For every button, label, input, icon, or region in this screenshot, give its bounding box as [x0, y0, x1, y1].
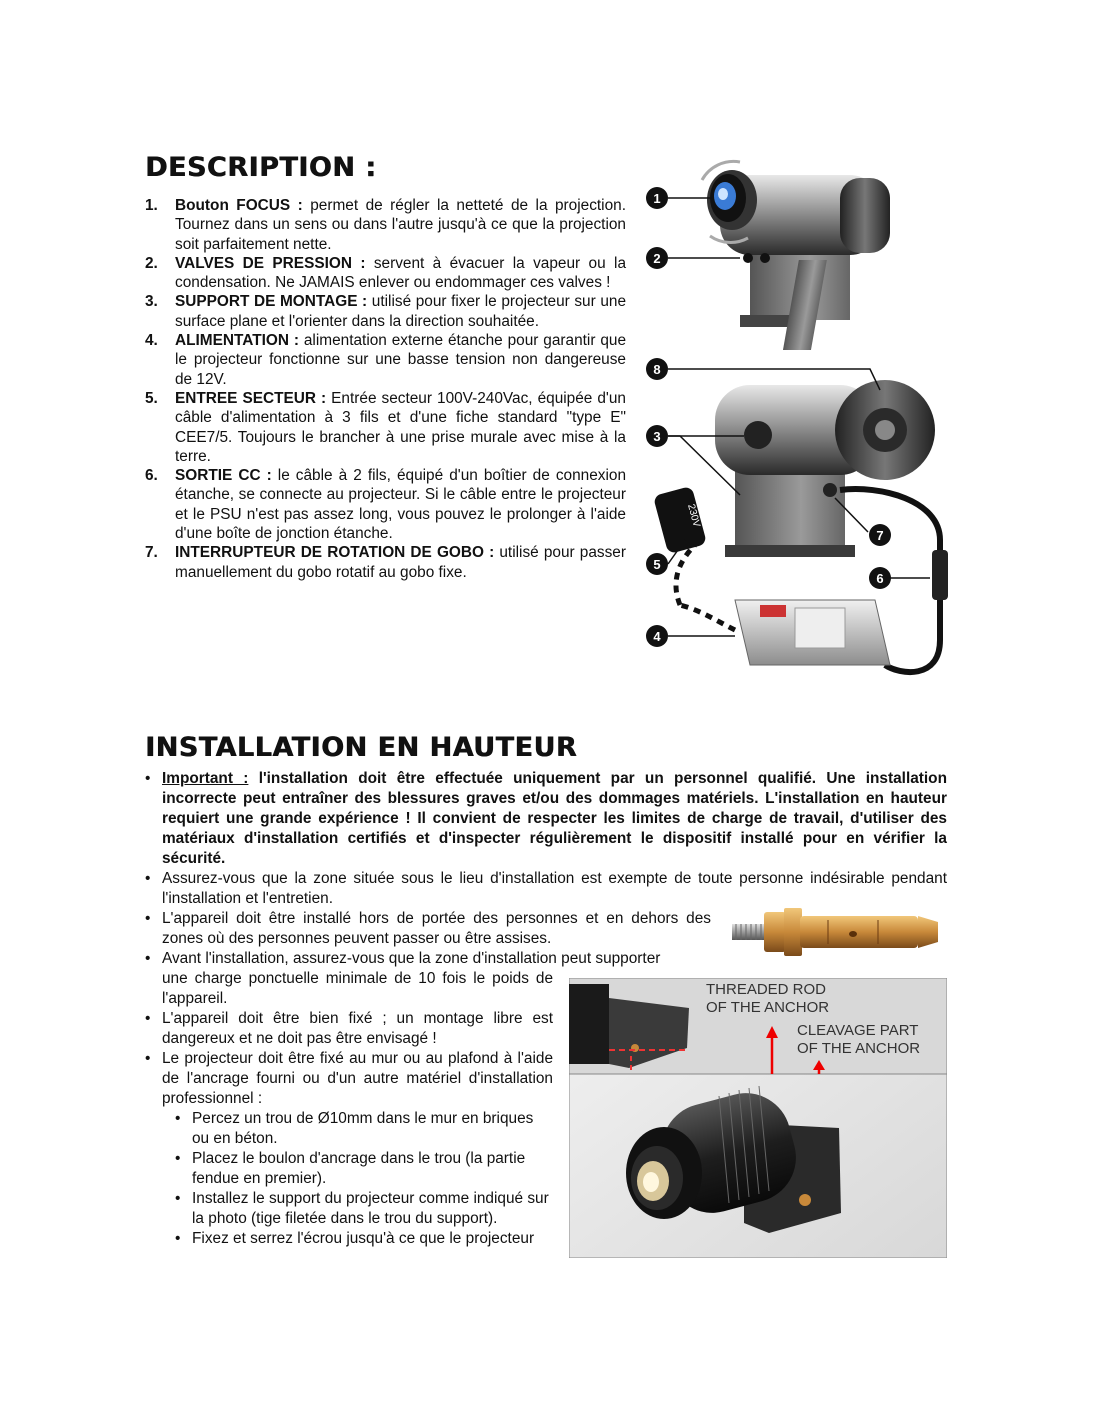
installation-bullets-mid — [145, 909, 711, 969]
list-item: • L'appareil doit être bien fixé ; un montage libre est dangereux et ne doit pas être envisagé ! — [145, 1010, 553, 1047]
list-item: • Le projecteur doit être fixé au mur ou au plafond à l'aide de l'ancrage fourni ou d'un autre matériel d'installation professionnel : — [145, 1050, 553, 1107]
cleavage-part-label: CLEAVAGE PART — [797, 1022, 919, 1039]
description-list — [145, 196, 626, 582]
cleavage-part-label-2: OF THE ANCHOR — [797, 1040, 921, 1057]
callout-5 — [646, 553, 668, 575]
svg-text:2: 2 — [653, 251, 661, 266]
list-item: 4. ALIMENTATION : alimentation externe étanche pour garantir que le projecteur fonctionne sur une basse tension non dangereuse de 12V. — [145, 332, 627, 388]
threaded-rod-label-2: OF THE ANCHOR — [706, 999, 830, 1016]
list-item: • Placez le boulon d'ancrage dans le trou (la partie fendue en premier). — [175, 1150, 526, 1187]
callout-6 — [869, 567, 891, 589]
projector-front-view — [702, 161, 890, 350]
projector-parts-diagram — [640, 140, 960, 700]
callout-4 — [646, 625, 668, 647]
callout-2 — [646, 247, 668, 269]
list-item: • Installez le support du projecteur comme indiqué sur la photo (tige filetée dans le trou du support). — [175, 1190, 549, 1227]
list-item: • Avant l'installation, assurez-vous que la zone d'installation peut supporter — [145, 950, 661, 967]
callout-3 — [646, 425, 668, 447]
power-supply-unit — [735, 600, 890, 665]
threaded-rod-label: THREADED ROD — [706, 981, 827, 998]
svg-text:4: 4 — [653, 629, 661, 644]
list-item: 7. INTERRUPTEUR DE ROTATION DE GOBO : utilisé pour passer manuellement du gobo rotatif au gobo fixe. — [145, 544, 626, 581]
plug-voltage-label: 230V — [685, 502, 702, 529]
euro-plug — [653, 486, 707, 554]
list-item: • Fixez et serrez l'écrou jusqu'à ce que le projecteur — [175, 1230, 535, 1247]
anchor-bolt-image — [728, 900, 946, 966]
list-item: 2. VALVES DE PRESSION : servent à évacuer la vapeur ou la condensation. Ne JAMAIS enlever ou endommager ces valves ! — [145, 254, 626, 292]
svg-text:6: 6 — [876, 571, 884, 586]
list-item: • L'appareil doit être installé hors de portée des personnes et en dehors des zones où des personnes peuvent passer ou être assises. — [145, 910, 711, 947]
installation-bullets-full — [145, 769, 947, 909]
list-item: une charge ponctuelle minimale de 10 fois le poids de l'appareil. — [162, 970, 553, 1007]
list-item: 3. SUPPORT DE MONTAGE : utilisé pour fixer le projecteur sur une surface plane et l'orienter dans la direction souhaitée. — [145, 293, 626, 330]
projector-rear-view — [715, 380, 935, 557]
svg-text:5: 5 — [653, 557, 661, 572]
installation-bullets-narrow — [145, 969, 553, 1249]
list-item: 6. SORTIE CC : le câble à 2 fils, équipé d'un boîtier de connexion étanche, se connecte au projecteur. Si le câble entre le projecteur et le PSU n'est pas assez long, vous pouvez le prolonger à l'aide d'une boîte de jonction étanche. — [145, 467, 626, 543]
callout-1 — [646, 187, 668, 209]
installation-photo — [569, 978, 947, 1258]
svg-text:7: 7 — [876, 528, 884, 543]
junction-box — [932, 550, 948, 600]
important-label: Important : — [162, 770, 249, 787]
svg-text:3: 3 — [653, 429, 661, 444]
description-heading: DESCRIPTION : — [145, 152, 377, 183]
installation-heading: INSTALLATION EN HAUTEUR — [145, 732, 578, 763]
svg-text:8: 8 — [653, 362, 661, 377]
callout-7 — [869, 524, 891, 546]
list-item: • Percez un trou de Ø10mm dans le mur en briques ou en béton. — [175, 1110, 534, 1147]
list-item: • Important : l'installation doit être effectuée uniquement par un personnel qualifié. Une installation incorrecte peut entraîner des blessures graves et/ou des dommages matériels. L'installation en hauteur requiert une grande expérience ! Il convient de respecter les limites de charge de travail, d'utiliser des matériaux d'installation certifiés et d'inspecter régulièrement le dispositif installé pour en vérifier la sécurité. — [145, 770, 947, 867]
list-item: 5. ENTREE SECTEUR : Entrée secteur 100V-240Vac, équipée d'un câble d'alimentation à 3 fils et d'une fiche standard "type E" CEE7/5. Toujours le brancher à une prise murale avec mise à la terre. — [145, 389, 626, 465]
svg-text:1: 1 — [653, 191, 661, 206]
callout-8 — [646, 358, 668, 380]
list-item: 1. Bouton FOCUS : permet de régler la netteté de la projection. Tournez dans un sens ou dans l'autre jusqu'à ce que la projection soit parfaitement nette. — [145, 197, 626, 253]
list-item: • Assurez-vous que la zone située sous le lieu d'installation est exempte de toute personne indésirable pendant l'installation et l'entretien. — [145, 870, 947, 907]
